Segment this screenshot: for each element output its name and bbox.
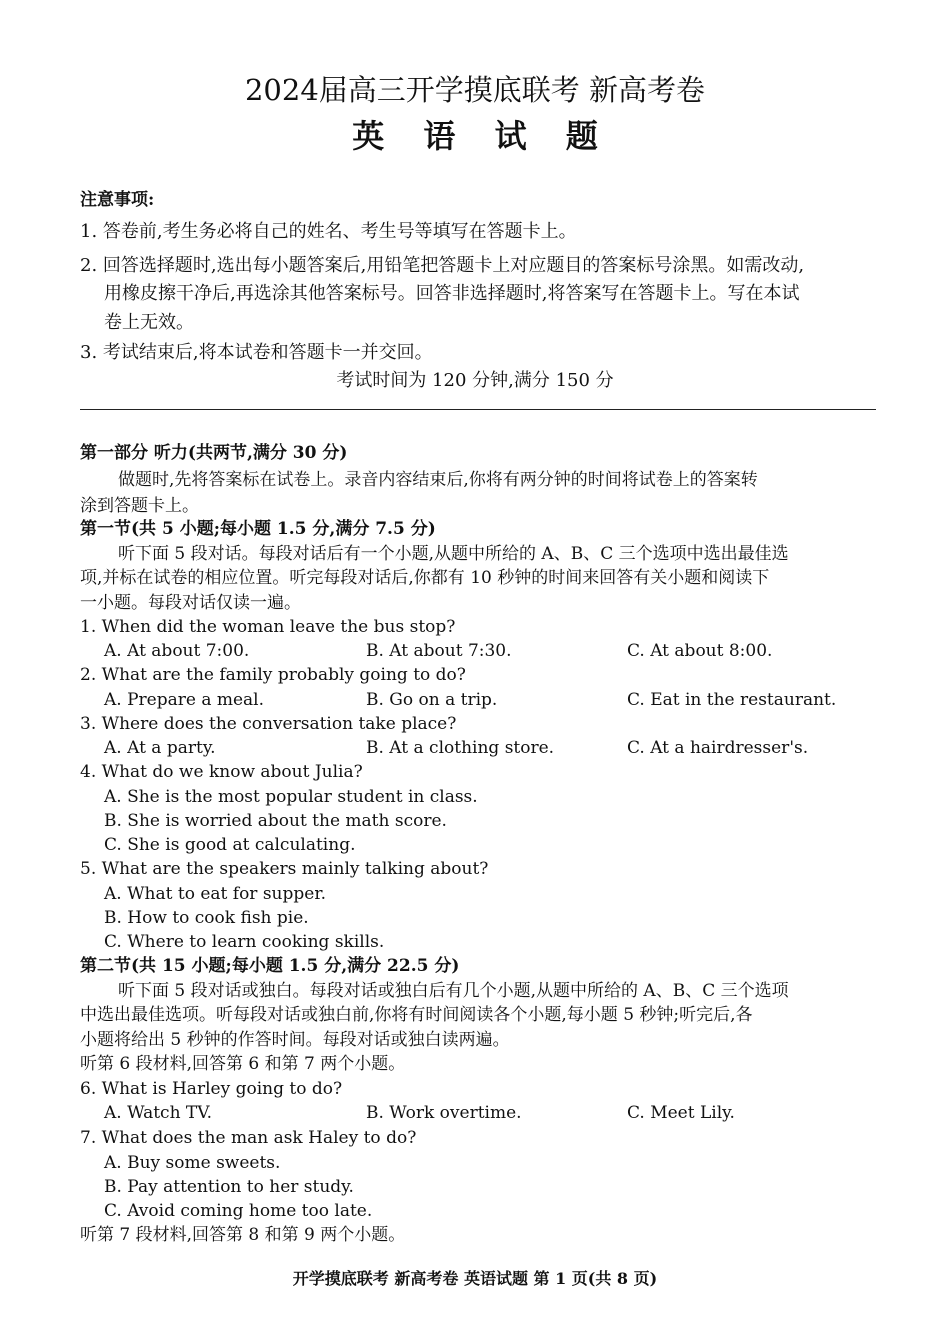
question-3: 3. Where does the conversation take place?	[80, 714, 457, 734]
part1-heading: 第一部分 听力(共两节,满分 30 分)	[80, 443, 348, 463]
section1-intro: 一小题。每段对话仅读一遍。	[80, 593, 301, 613]
subject-title: 英 语 试 题	[352, 117, 612, 155]
option-b: B. At about 7:30.	[366, 641, 512, 661]
divider	[80, 409, 876, 410]
material-note: 听第 7 段材料,回答第 8 和第 9 两个小题。	[80, 1225, 406, 1245]
material-note: 听第 6 段材料,回答第 6 和第 7 两个小题。	[80, 1054, 406, 1074]
question-4: 4. What do we know about Julia?	[80, 762, 363, 782]
section2-intro: 中选出最佳选项。听每段对话或独白前,你将有时间阅读各个小题,每小题 5 秒钟;听完后,各	[80, 1005, 753, 1025]
section2-intro: 小题将给出 5 秒钟的作答时间。每段对话或独白读两遍。	[80, 1030, 510, 1050]
option-c: C. She is good at calculating.	[104, 835, 356, 855]
section2-heading: 第二节(共 15 小题;每小题 1.5 分,满分 22.5 分)	[80, 956, 460, 976]
option-a: A. What to eat for supper.	[104, 884, 326, 904]
notice-item: 卷上无效。	[104, 312, 194, 333]
question-1: 1. When did the woman leave the bus stop?	[80, 617, 456, 637]
option-a: A. Prepare a meal.	[104, 690, 265, 710]
section2-intro: 听下面 5 段对话或独白。每段对话或独白后有几个小题,从题中所给的 A、B、C 三个选项	[118, 981, 789, 1001]
question-7: 7. What does the man ask Haley to do?	[80, 1128, 417, 1148]
option-c: C. At about 8:00.	[627, 641, 773, 661]
option-c: C. Meet Lily.	[627, 1103, 735, 1123]
option-b: B. She is worried about the math score.	[104, 811, 447, 831]
notice-item: 1. 答卷前,考生务必将自己的姓名、考生号等填写在答题卡上。	[80, 221, 577, 242]
option-c: C. At a hairdresser's.	[627, 738, 809, 758]
option-c: C. Avoid coming home too late.	[104, 1201, 373, 1221]
section1-intro: 听下面 5 段对话。每段对话后有一个小题,从题中所给的 A、B、C 三个选项中选出最佳选	[118, 544, 789, 564]
exam-time-info: 考试时间为 120 分钟,满分 150 分	[336, 370, 614, 391]
option-a: A. Buy some sweets.	[104, 1153, 281, 1173]
notice-item: 2. 回答选择题时,选出每小题答案后,用铅笔把答题卡上对应题目的答案标号涂黑。如需改动,	[80, 255, 805, 276]
question-5: 5. What are the speakers mainly talking about?	[80, 859, 489, 879]
part1-intro: 涂到答题卡上。	[80, 496, 199, 516]
option-c: C. Where to learn cooking skills.	[104, 932, 385, 952]
option-b: B. How to cook fish pie.	[104, 908, 309, 928]
option-b: B. Pay attention to her study.	[104, 1177, 354, 1197]
question-6: 6. What is Harley going to do?	[80, 1079, 343, 1099]
option-b: B. Work overtime.	[366, 1103, 522, 1123]
option-b: B. At a clothing store.	[366, 738, 555, 758]
part1-intro: 做题时,先将答案标在试卷上。录音内容结束后,你将有两分钟的时间将试卷上的答案转	[118, 470, 758, 490]
notice-item: 用橡皮擦干净后,再选涂其他答案标号。回答非选择题时,将答案写在答题卡上。写在本试	[104, 283, 800, 304]
exam-title: 2024届高三开学摸底联考 新高考卷	[244, 73, 706, 107]
option-a: A. At a party.	[104, 738, 216, 758]
option-a: A. At about 7:00.	[104, 641, 250, 661]
option-a: A. Watch TV.	[104, 1103, 212, 1123]
question-2: 2. What are the family probably going to do?	[80, 665, 466, 685]
option-c: C. Eat in the restaurant.	[627, 690, 837, 710]
notice-item: 3. 考试结束后,将本试卷和答题卡一并交回。	[80, 342, 433, 363]
option-a: A. She is the most popular student in class.	[104, 787, 478, 807]
section1-intro: 项,并标在试卷的相应位置。听完每段对话后,你都有 10 秒钟的时间来回答有关小题和阅读下	[80, 568, 770, 588]
option-b: B. Go on a trip.	[366, 690, 498, 710]
notice-heading: 注意事项:	[80, 190, 155, 210]
page-footer: 开学摸底联考 新高考卷 英语试题 第 1 页(共 8 页)	[292, 1269, 658, 1288]
section1-heading: 第一节(共 5 小题;每小题 1.5 分,满分 7.5 分)	[80, 519, 436, 539]
